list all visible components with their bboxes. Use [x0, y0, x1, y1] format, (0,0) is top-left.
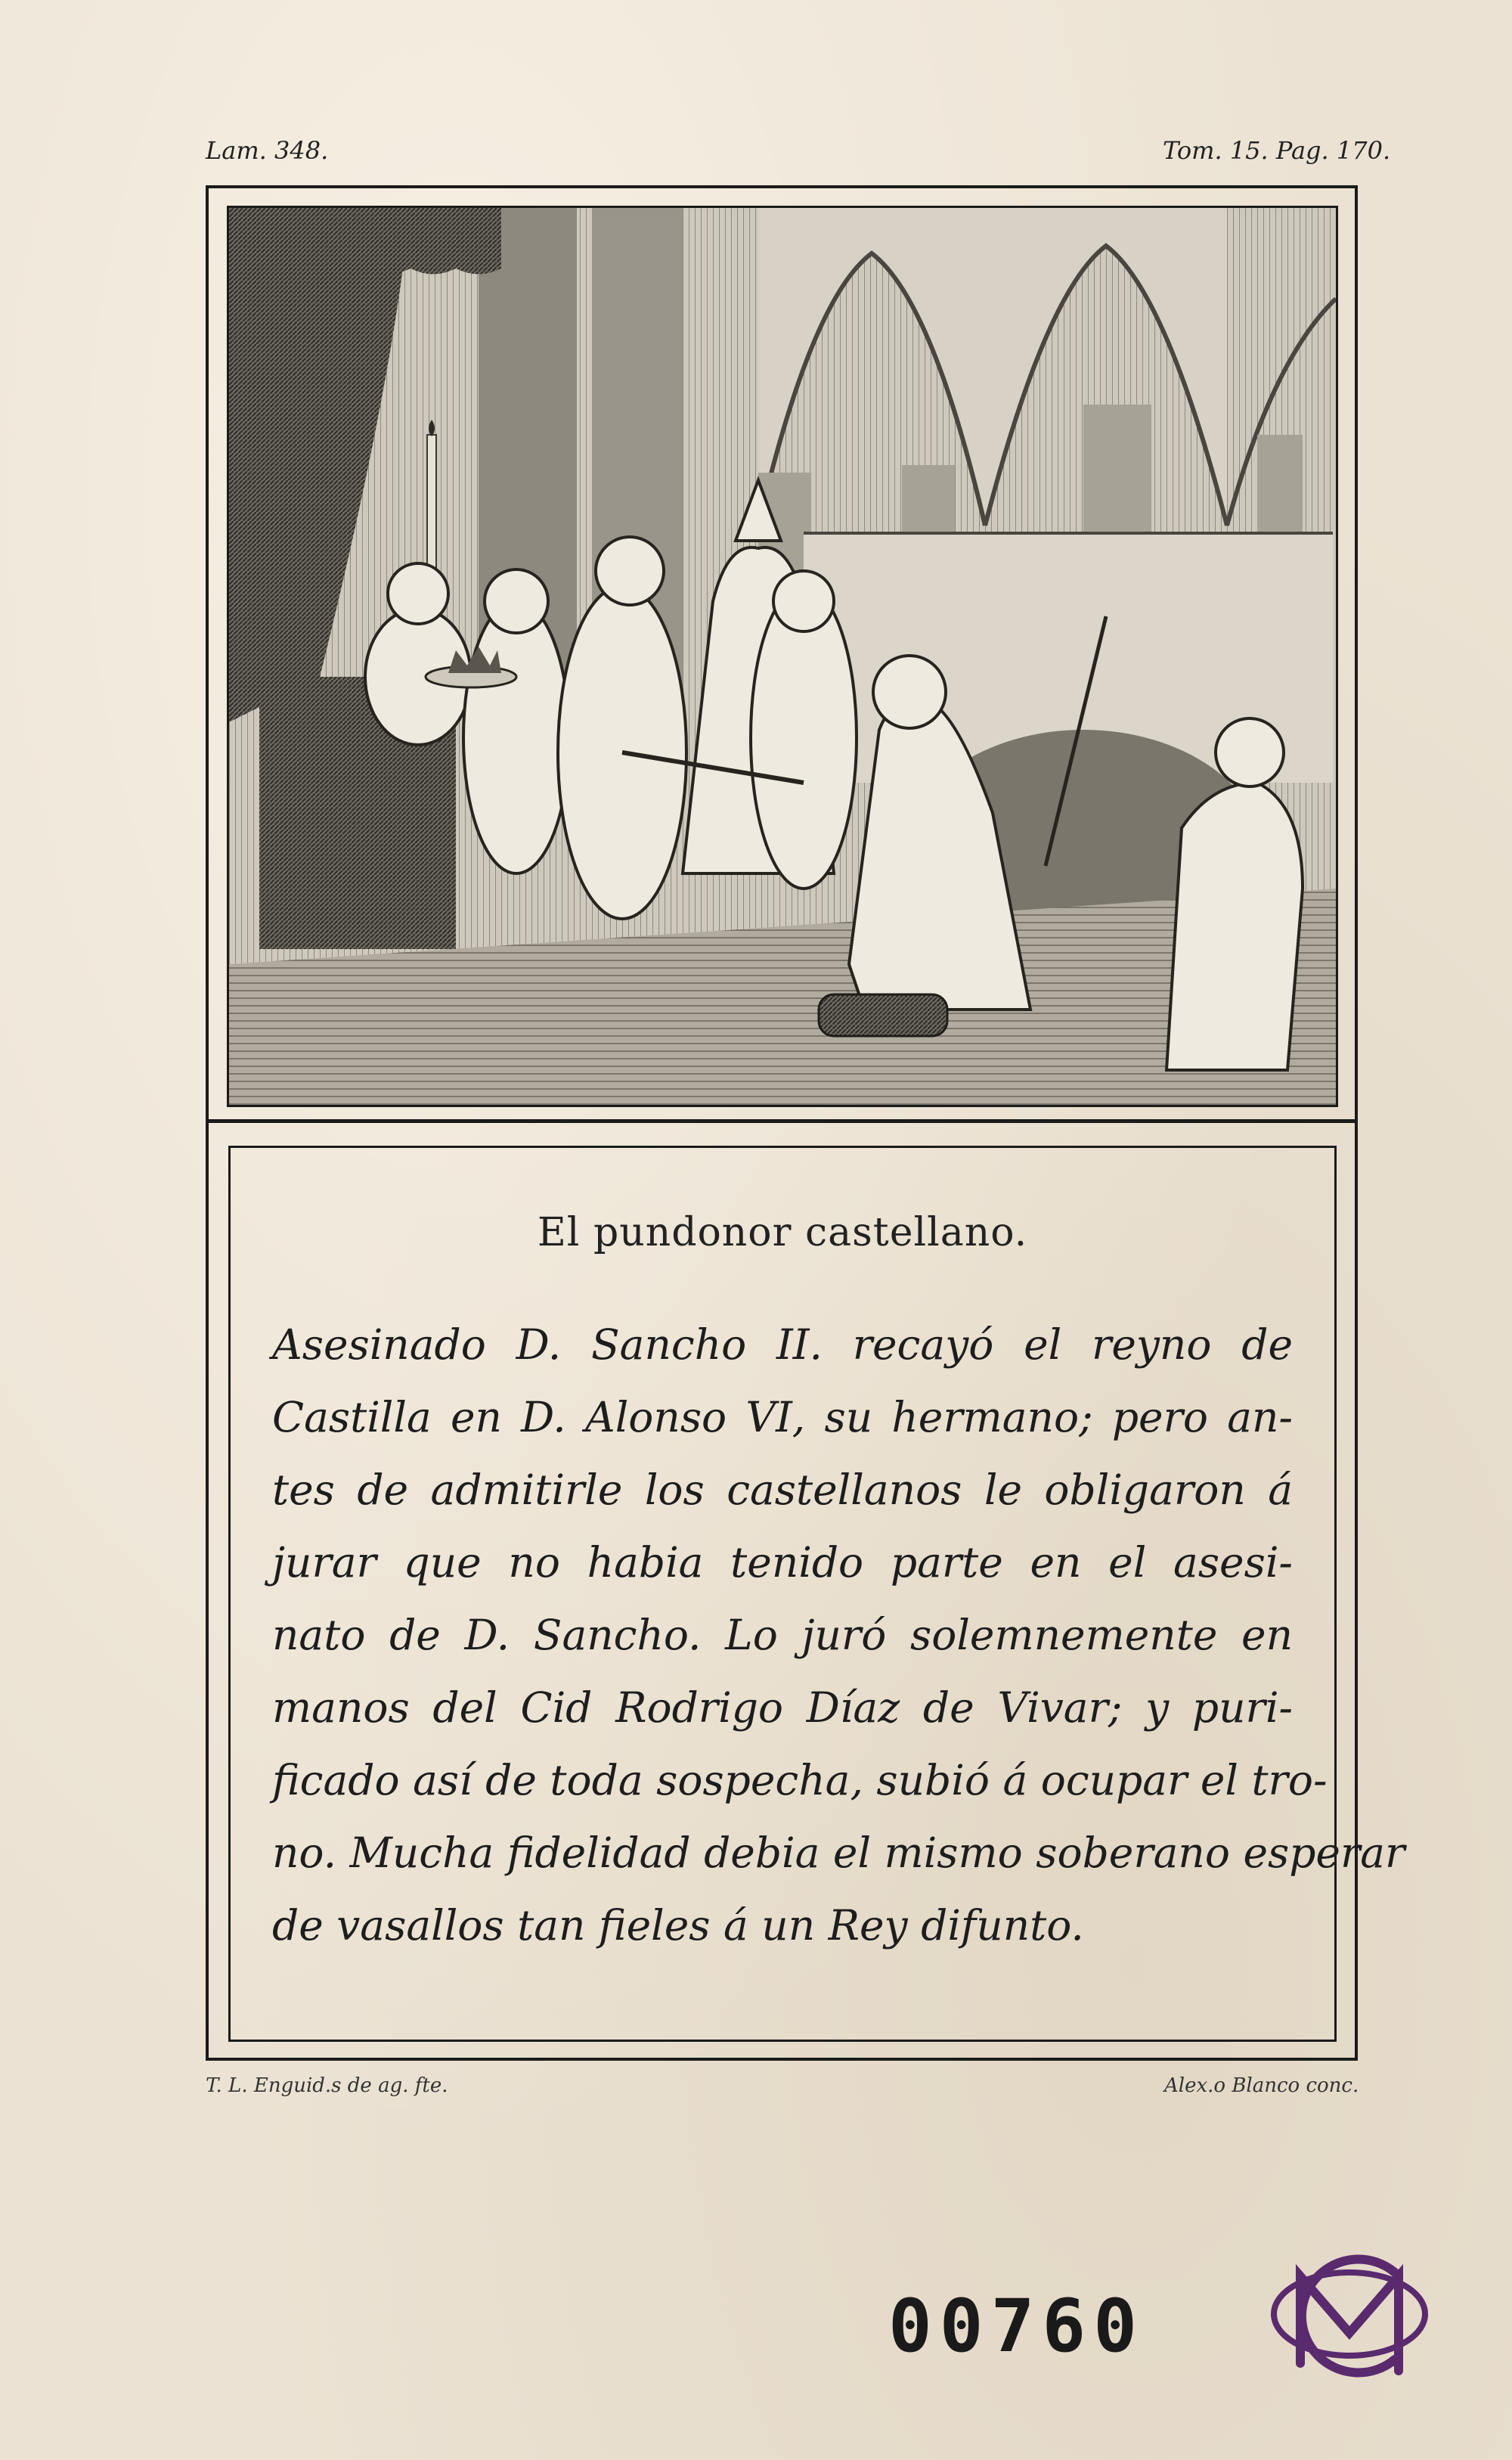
engraving-plate	[227, 206, 1338, 1107]
caption-title: El pundonor castellano.	[537, 1210, 1028, 1255]
caption-line: Asesinado D. Sancho II. recayó el reyno de	[272, 1320, 1293, 1369]
caption-line: tes de admitirle los castellanos le obligaron á	[272, 1466, 1293, 1514]
caption-line: manos del Cid Rodrigo Díaz de Vivar; y puri-	[272, 1683, 1293, 1732]
engraver-credit: T. L. Enguid.s de ag. fte.	[206, 2074, 448, 2097]
caption-line: Castilla en D. Alonso VI, su hermano; pero an-	[272, 1393, 1293, 1441]
caption-line: de vasallos tan fieles á un Rey difunto.	[272, 1901, 1084, 1950]
caption-line: no. Mucha fidelidad debia el mismo soberano esperar	[272, 1829, 1405, 1877]
caption-line: nato de D. Sancho. Lo juró solemnemente en	[272, 1611, 1293, 1659]
engraving-illustration	[229, 208, 1336, 1105]
catalog-number: 00760	[888, 2284, 1145, 2368]
collection-stamp-icon	[1255, 2220, 1444, 2409]
plate-separator	[206, 1119, 1358, 1123]
volume-page-label: Tom. 15. Pag. 170.	[1163, 136, 1391, 165]
caption-line: ficado así de toda sospecha, subió á ocupar el tro-	[272, 1756, 1328, 1804]
artist-credit: Alex.o Blanco conc.	[1164, 2074, 1359, 2097]
caption-body	[272, 1308, 1405, 1962]
plate-label: Lam. 348.	[206, 136, 329, 165]
caption-line: jurar que no habia tenido parte en el asesi-	[272, 1538, 1293, 1587]
